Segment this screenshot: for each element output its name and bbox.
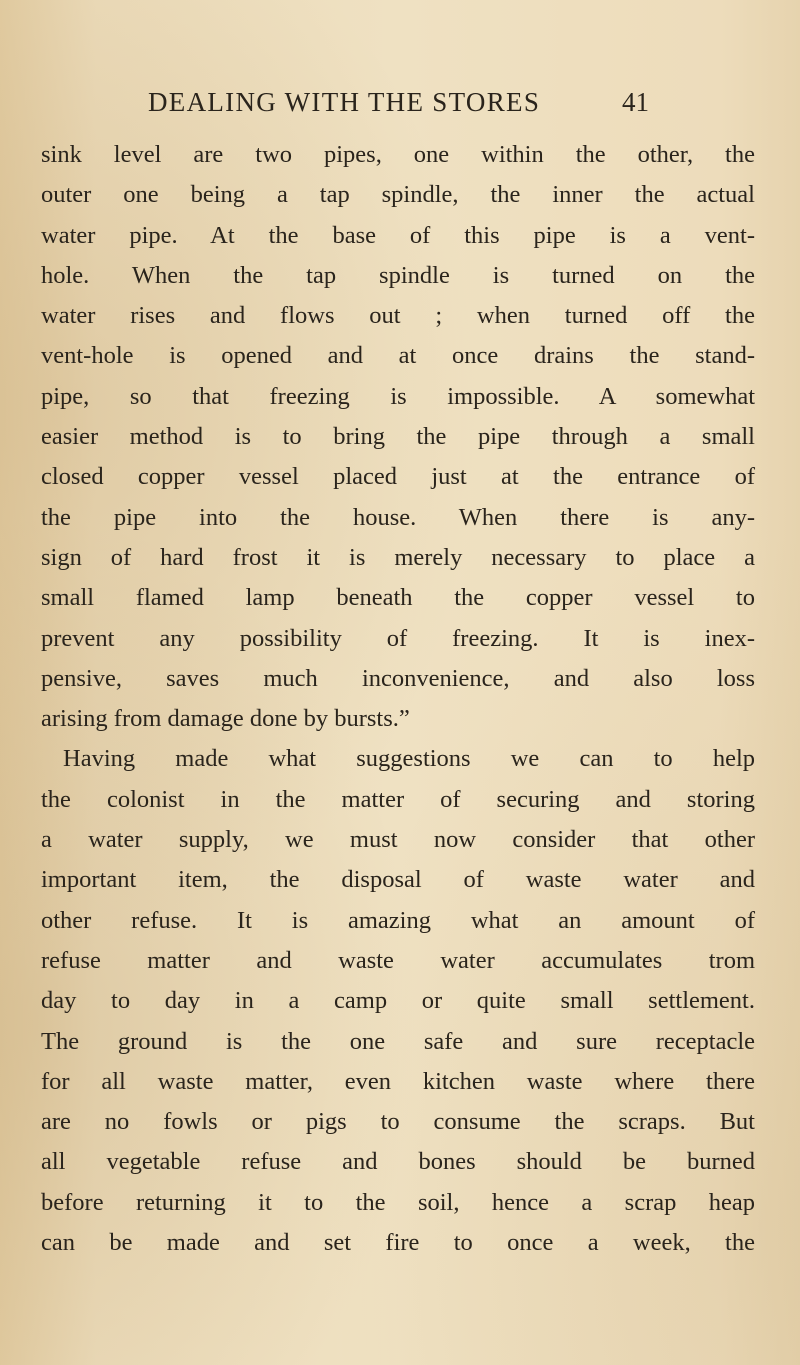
text-line: prevent any possibility of freezing. It is inex-	[41, 624, 755, 652]
text-line: closed copper vessel placed just at the entrance of	[41, 463, 755, 491]
text-line: for all waste matter, even kitchen waste where there	[41, 1067, 755, 1095]
text-line: important item, the disposal of waste water and	[41, 866, 755, 894]
text-line: a water supply, we must now consider that other	[41, 826, 755, 854]
text-line: sink level are two pipes, one within the other, the	[41, 141, 755, 168]
body-text	[41, 135, 755, 1263]
text-line: the colonist in the matter of securing and storing	[41, 785, 755, 813]
text-line: hole. When the tap spindle is turned on the	[41, 261, 755, 289]
text-line: are no fowls or pigs to consume the scraps. But	[41, 1108, 755, 1136]
running-head	[0, 84, 800, 124]
text-line: water rises and flows out ; when turned off the	[41, 302, 755, 330]
text-line: the pipe into the house. When there is any-	[41, 503, 755, 531]
text-line: other refuse. It is amazing what an amount of	[41, 906, 755, 934]
running-title: DEALING WITH THE STORES	[148, 87, 541, 117]
text-line: arising from damage done by bursts.”	[41, 705, 410, 733]
text-line: Having made what suggestions we can to help	[63, 745, 755, 773]
text-line: sign of hard frost it is merely necessary to place a	[41, 543, 755, 571]
text-line: water pipe. At the base of this pipe is a vent-	[41, 221, 755, 249]
text-line: day to day in a camp or quite small settlement.	[41, 987, 755, 1015]
text-line: pipe, so that freezing is impossible. A somewhat	[41, 382, 755, 410]
text-line: easier method is to bring the pipe through a small	[41, 423, 755, 451]
text-line: vent-hole is opened and at once drains the stand-	[41, 342, 755, 370]
text-line: all vegetable refuse and bones should be burned	[41, 1148, 755, 1176]
text-line: pensive, saves much inconvenience, and also loss	[41, 664, 755, 692]
text-line: The ground is the one safe and sure receptacle	[41, 1027, 755, 1055]
text-line: small flamed lamp beneath the copper vessel to	[41, 584, 755, 612]
text-line: outer one being a tap spindle, the inner the actual	[41, 181, 755, 209]
text-line: before returning it to the soil, hence a scrap heap	[41, 1188, 755, 1216]
page-number: 41	[622, 87, 649, 117]
text-line: can be made and set fire to once a week, the	[41, 1229, 755, 1257]
text-line: refuse matter and waste water accumulates trom	[41, 946, 755, 974]
